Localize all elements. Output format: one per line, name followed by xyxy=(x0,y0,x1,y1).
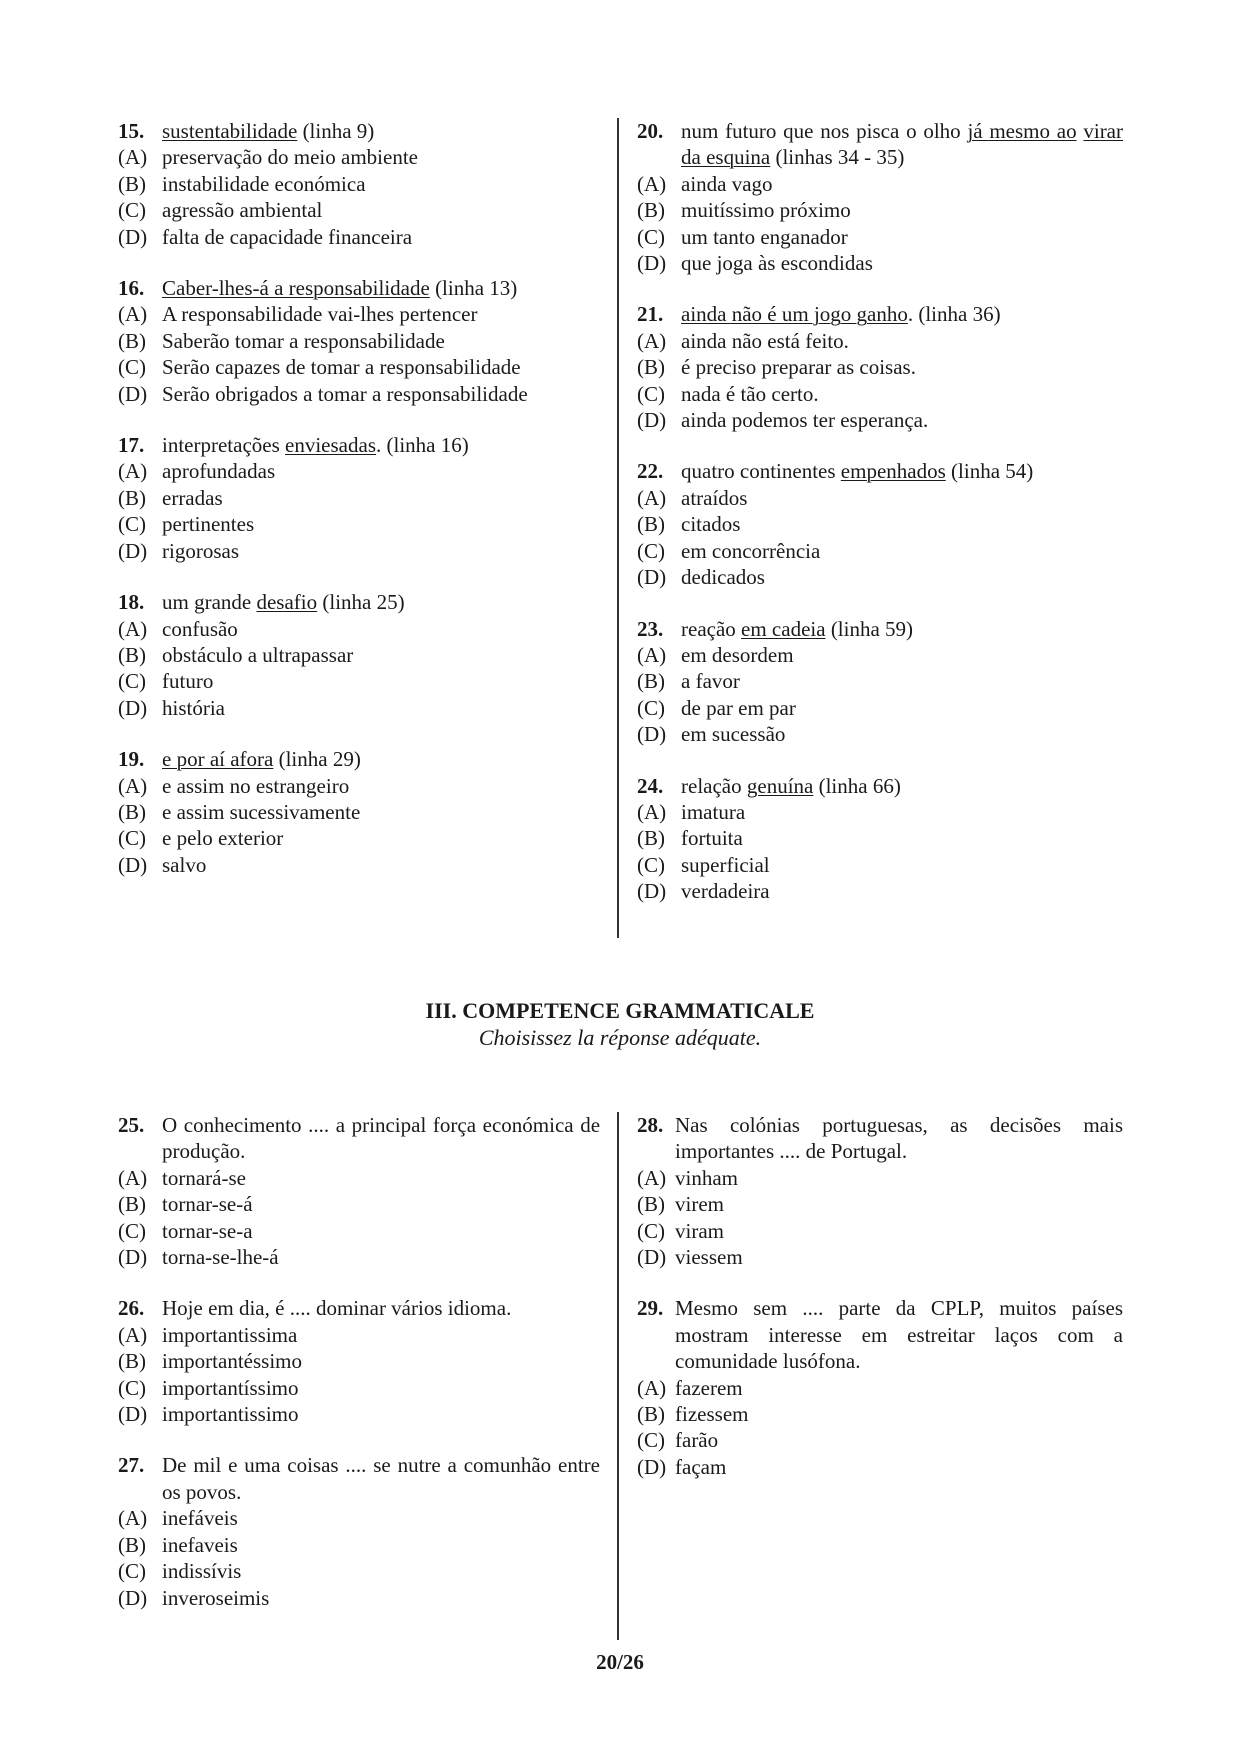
option-letter: (C) xyxy=(118,1218,146,1243)
option-letter: (A) xyxy=(118,1322,148,1347)
option-text: ainda podemos ter esperança. xyxy=(681,408,929,433)
option-letter: (C) xyxy=(637,381,665,406)
answer-option[interactable] xyxy=(118,1532,600,1558)
underlined-term: já mesmo ao xyxy=(967,119,1077,143)
option-letter: (C) xyxy=(118,826,146,851)
prompt-text: (linha 66) xyxy=(813,773,901,798)
answer-option[interactable] xyxy=(637,695,1123,721)
option-letter: (D) xyxy=(118,538,148,563)
prompt-text: (linha 25) xyxy=(317,590,405,615)
grammar-left-column xyxy=(118,1112,600,1611)
answer-option[interactable] xyxy=(637,197,1123,223)
option-text: viram xyxy=(675,1218,724,1243)
answer-option[interactable] xyxy=(118,1165,600,1191)
option-text: preservação do meio ambiente xyxy=(162,145,418,170)
option-letter: (B) xyxy=(118,642,146,667)
option-text: nada é tão certo. xyxy=(681,381,819,406)
option-letter: (D) xyxy=(118,381,148,406)
question-19 xyxy=(118,746,600,878)
option-text: torna-se-lhe-á xyxy=(162,1245,279,1270)
option-text: de par em par xyxy=(681,695,796,720)
question-29 xyxy=(637,1295,1123,1480)
question-prompt xyxy=(162,1295,600,1321)
answer-option[interactable] xyxy=(637,1454,1123,1480)
option-text: obstáculo a ultrapassar xyxy=(162,642,354,667)
option-letter: (D) xyxy=(637,251,667,276)
prompt-text: (linha 13) xyxy=(429,276,518,301)
underlined-term: sustentabilidade xyxy=(162,119,298,143)
option-letter: (B) xyxy=(637,512,665,537)
answer-option[interactable] xyxy=(637,224,1123,250)
answer-option[interactable] xyxy=(118,458,600,484)
answer-option[interactable] xyxy=(637,1218,1123,1244)
option-text: ainda não está feito. xyxy=(681,328,849,353)
answer-option[interactable] xyxy=(118,1244,600,1270)
option-text: muitíssimo próximo xyxy=(681,198,851,223)
option-letter: (B) xyxy=(118,1192,146,1217)
question-prompt xyxy=(675,1112,1123,1165)
option-letter: (B) xyxy=(118,328,146,353)
question-number: 15. xyxy=(118,119,145,143)
option-letter: (D) xyxy=(637,1454,667,1479)
option-letter: (A) xyxy=(118,1506,148,1531)
prompt-text: Hoje em dia, é .... dominar vários idioma. xyxy=(162,1296,512,1321)
question-number: 16. xyxy=(118,276,145,301)
underlined-term: desafio xyxy=(256,590,318,615)
prompt-text: interpretações xyxy=(162,433,286,458)
question-number: 20. xyxy=(637,119,664,143)
answer-option[interactable] xyxy=(637,1427,1123,1453)
option-letter: (D) xyxy=(118,1402,148,1427)
option-text: tornará-se xyxy=(162,1165,246,1190)
question-20 xyxy=(637,118,1123,276)
prompt-text: (linhas 34 - 35) xyxy=(770,145,905,170)
question-number: 17. xyxy=(118,433,145,458)
prompt-text: um grande xyxy=(162,590,257,615)
answer-option[interactable] xyxy=(118,538,600,564)
answer-option[interactable] xyxy=(118,1191,600,1217)
answer-option[interactable] xyxy=(118,511,600,537)
question-25 xyxy=(118,1112,600,1270)
answer-option[interactable] xyxy=(118,852,600,878)
option-text: verdadeira xyxy=(681,879,770,904)
question-23 xyxy=(637,616,1123,748)
question-17 xyxy=(118,432,600,564)
option-letter: (D) xyxy=(118,1585,148,1610)
question-number: 21. xyxy=(637,302,664,327)
answer-option[interactable] xyxy=(637,642,1123,668)
question-28 xyxy=(637,1112,1123,1270)
question-number: 26. xyxy=(118,1296,145,1321)
answer-option[interactable] xyxy=(637,511,1123,537)
option-letter: (C) xyxy=(637,538,665,563)
answer-option[interactable] xyxy=(118,144,600,170)
question-27 xyxy=(118,1452,600,1610)
question-prompt xyxy=(681,301,1123,327)
option-text: imatura xyxy=(681,799,746,824)
option-letter: (B) xyxy=(118,171,146,196)
option-text: inefaveis xyxy=(162,1532,238,1557)
question-prompt xyxy=(681,773,1123,799)
option-letter: (C) xyxy=(118,1559,146,1584)
question-26 xyxy=(118,1295,600,1427)
option-text: Serão obrigados a tomar a responsabilidade xyxy=(162,381,528,406)
option-letter: (D) xyxy=(118,695,148,720)
option-letter: (B) xyxy=(637,826,665,851)
option-text: a favor xyxy=(681,669,740,694)
prompt-text: quatro continentes xyxy=(681,459,841,484)
option-text: um tanto enganador xyxy=(681,224,848,249)
answer-option[interactable] xyxy=(118,328,600,354)
question-number: 25. xyxy=(118,1113,145,1137)
answer-option[interactable] xyxy=(118,616,600,642)
option-text: inveroseimis xyxy=(162,1585,270,1610)
option-text: instabilidade económica xyxy=(162,171,366,196)
option-letter: (D) xyxy=(637,722,667,747)
answer-option[interactable] xyxy=(637,1165,1123,1191)
option-letter: (C) xyxy=(118,1375,146,1400)
answer-option[interactable] xyxy=(118,642,600,668)
option-text: A responsabilidade vai-lhes pertencer xyxy=(162,302,478,327)
answer-option[interactable] xyxy=(637,564,1123,590)
option-text: em sucessão xyxy=(681,722,786,747)
underlined-term: genuína xyxy=(746,773,814,798)
question-number: 18. xyxy=(118,590,145,615)
option-letter: (C) xyxy=(118,198,146,223)
option-text: e assim sucessivamente xyxy=(162,799,361,824)
option-letter: (D) xyxy=(637,408,667,433)
underlined-term: virar da esquina xyxy=(681,119,1124,170)
option-letter: (D) xyxy=(637,879,667,904)
option-text: em concorrência xyxy=(681,538,821,563)
prompt-text: De mil e uma coisas .... se nutre a comunhão xyxy=(162,1453,552,1478)
option-letter: (C) xyxy=(637,1428,665,1453)
option-letter: (A) xyxy=(637,1375,667,1400)
answer-option[interactable] xyxy=(118,354,600,380)
option-text: falta de capacidade financeira xyxy=(162,224,413,249)
prompt-text: . (linha 16) xyxy=(376,433,469,458)
question-prompt xyxy=(162,1452,600,1505)
question-18 xyxy=(118,589,600,721)
option-letter: (B) xyxy=(118,799,146,824)
page-number: 20/26 xyxy=(596,1650,644,1674)
question-number: 23. xyxy=(637,616,664,641)
answer-option[interactable] xyxy=(118,1558,600,1584)
option-letter: (B) xyxy=(637,198,665,223)
question-prompt xyxy=(162,275,600,301)
option-text: tornar-se-a xyxy=(162,1218,253,1243)
option-letter: (D) xyxy=(118,224,148,249)
option-letter: (C) xyxy=(637,224,665,249)
question-number: 28. xyxy=(637,1113,664,1137)
prompt-text: reação xyxy=(681,616,742,641)
answer-option[interactable] xyxy=(118,1322,600,1348)
option-text: importantissima xyxy=(162,1322,298,1347)
answer-option[interactable] xyxy=(118,1401,600,1427)
answer-option[interactable] xyxy=(118,825,600,851)
question-number: 27. xyxy=(118,1453,145,1478)
option-text: inefáveis xyxy=(162,1506,238,1531)
option-text: é preciso preparar as coisas. xyxy=(681,355,916,380)
answer-option[interactable] xyxy=(118,1585,600,1611)
option-text: pertinentes xyxy=(162,512,255,537)
prompt-text: (linha 59) xyxy=(825,616,914,641)
question-prompt xyxy=(681,616,1123,642)
answer-option[interactable] xyxy=(118,1505,600,1531)
section-title: III. COMPETENCE GRAMMATICALE xyxy=(425,998,815,1023)
answer-option[interactable] xyxy=(637,668,1123,694)
question-prompt xyxy=(675,1295,1123,1374)
answer-option[interactable] xyxy=(118,381,600,407)
question-number: 19. xyxy=(118,747,145,772)
option-letter: (A) xyxy=(637,642,667,667)
question-number: 22. xyxy=(637,459,664,484)
prompt-text: . (linha 36) xyxy=(907,302,1001,327)
vocab-right-column xyxy=(637,118,1123,905)
answer-option[interactable] xyxy=(637,354,1123,380)
option-letter: (B) xyxy=(637,355,665,380)
option-text: indissívis xyxy=(162,1559,242,1584)
column-divider-top xyxy=(617,118,619,938)
option-text: superficial xyxy=(681,852,770,877)
section-heading xyxy=(0,997,1240,1051)
prompt-text: importantes .... de Portugal. xyxy=(675,1139,908,1164)
section-instruction: Choisissez la réponse adéquate. xyxy=(478,1025,762,1050)
answer-option[interactable] xyxy=(637,407,1123,433)
answer-option[interactable] xyxy=(637,328,1123,354)
question-24 xyxy=(637,773,1123,905)
prompt-text: (linha 9) xyxy=(297,119,375,143)
option-text: viessem xyxy=(675,1245,743,1270)
answer-option[interactable] xyxy=(637,852,1123,878)
option-letter: (A) xyxy=(637,1165,667,1190)
answer-option[interactable] xyxy=(118,485,600,511)
option-text: virem xyxy=(675,1192,724,1217)
option-letter: (A) xyxy=(637,328,667,353)
prompt-text: Nas colónias portuguesas, as decisões mais xyxy=(675,1113,1123,1137)
option-text: importantéssimo xyxy=(162,1349,302,1374)
option-text: salvo xyxy=(162,852,207,877)
question-15 xyxy=(118,118,600,250)
option-text: aprofundadas xyxy=(162,459,276,484)
option-text: história xyxy=(162,695,225,720)
option-letter: (C) xyxy=(637,695,665,720)
option-letter: (D) xyxy=(637,565,667,590)
option-letter: (A) xyxy=(118,616,148,641)
option-letter: (D) xyxy=(118,1245,148,1270)
option-letter: (B) xyxy=(637,1192,665,1217)
answer-option[interactable] xyxy=(637,1401,1123,1427)
answer-option[interactable] xyxy=(118,1218,600,1244)
answer-option[interactable] xyxy=(118,773,600,799)
prompt-text: (linha 54) xyxy=(945,459,1034,484)
answer-option[interactable] xyxy=(118,301,600,327)
answer-option[interactable] xyxy=(118,197,600,223)
answer-option[interactable] xyxy=(637,1375,1123,1401)
option-text: e assim no estrangeiro xyxy=(162,773,350,798)
grammar-right-column xyxy=(637,1112,1123,1480)
option-letter: (B) xyxy=(118,1532,146,1557)
option-letter: (B) xyxy=(118,485,146,510)
answer-option[interactable] xyxy=(637,250,1123,276)
option-text: que joga às escondidas xyxy=(681,251,873,276)
option-text: Saberão tomar a responsabilidade xyxy=(162,328,445,353)
answer-option[interactable] xyxy=(118,224,600,250)
answer-option[interactable] xyxy=(637,721,1123,747)
option-text: ainda vago xyxy=(681,171,773,196)
vocab-left-column xyxy=(118,118,600,878)
underlined-term: em cadeia xyxy=(741,616,826,641)
underlined-term: ainda não é um jogo ganho xyxy=(681,302,908,327)
option-letter: (A) xyxy=(637,171,667,196)
column-divider-bottom xyxy=(617,1112,619,1640)
option-letter: (C) xyxy=(118,669,146,694)
option-letter: (A) xyxy=(637,485,667,510)
option-text: em desordem xyxy=(681,642,794,667)
answer-option[interactable] xyxy=(118,695,600,721)
question-prompt xyxy=(162,118,600,144)
prompt-text: económica de produção. xyxy=(162,1113,601,1164)
option-text: citados xyxy=(681,512,741,537)
option-letter: (B) xyxy=(637,669,665,694)
option-text: futuro xyxy=(162,669,214,694)
prompt-text: (linha 29) xyxy=(273,747,361,772)
prompt-text: relação xyxy=(681,773,747,798)
option-letter: (C) xyxy=(637,1218,665,1243)
prompt-text: Mesmo sem .... parte da CPLP, muitos países xyxy=(675,1296,1123,1321)
option-letter: (C) xyxy=(118,355,146,380)
option-text: vinham xyxy=(675,1165,738,1190)
prompt-text: mostram interesse em estreitar laços com a xyxy=(675,1322,1123,1347)
option-text: atraídos xyxy=(681,485,748,510)
question-prompt xyxy=(162,1112,600,1165)
underlined-term: empenhados xyxy=(840,459,946,484)
answer-option[interactable] xyxy=(637,485,1123,511)
answer-option[interactable] xyxy=(637,1191,1123,1217)
prompt-text: entre os povos. xyxy=(162,1453,600,1504)
option-letter: (A) xyxy=(637,799,667,824)
option-text: e pelo exterior xyxy=(162,826,284,851)
question-prompt xyxy=(681,458,1123,484)
question-number: 29. xyxy=(637,1296,664,1321)
option-letter: (A) xyxy=(118,1165,148,1190)
question-number: 24. xyxy=(637,773,664,798)
question-21 xyxy=(637,301,1123,433)
option-text: confusão xyxy=(162,616,238,641)
option-letter: (C) xyxy=(118,512,146,537)
option-text: fortuita xyxy=(681,826,743,851)
option-text: farão xyxy=(675,1428,719,1453)
option-text: erradas xyxy=(162,485,223,510)
question-prompt xyxy=(681,118,1123,171)
underlined-term: Caber-lhes-á a responsabilidade xyxy=(162,276,430,301)
answer-option[interactable] xyxy=(637,799,1123,825)
option-text: importantíssimo xyxy=(162,1375,299,1400)
option-letter: (A) xyxy=(118,459,148,484)
option-text: agressão ambiental xyxy=(162,198,323,223)
option-letter: (C) xyxy=(637,852,665,877)
answer-option[interactable] xyxy=(637,381,1123,407)
answer-option[interactable] xyxy=(637,171,1123,197)
question-prompt xyxy=(162,589,600,615)
answer-option[interactable] xyxy=(637,538,1123,564)
underlined-term: enviesadas xyxy=(285,433,376,458)
answer-option[interactable] xyxy=(637,1244,1123,1270)
option-text: façam xyxy=(675,1454,727,1479)
option-letter: (A) xyxy=(118,145,148,170)
option-letter: (A) xyxy=(118,302,148,327)
option-text: Serão capazes de tomar a responsabilidade xyxy=(162,355,521,380)
option-text: rigorosas xyxy=(162,538,239,563)
prompt-text: O conhecimento .... a principal força xyxy=(162,1113,477,1137)
answer-option[interactable] xyxy=(118,668,600,694)
question-prompt xyxy=(162,746,600,772)
option-letter: (D) xyxy=(637,1245,667,1270)
option-letter: (B) xyxy=(118,1349,146,1374)
question-22 xyxy=(637,458,1123,590)
option-text: dedicados xyxy=(681,565,765,590)
option-text: importantissimo xyxy=(162,1402,299,1427)
underlined-term: e por aí afora xyxy=(162,747,274,772)
answer-option[interactable] xyxy=(118,1348,600,1374)
option-text: fazerem xyxy=(675,1375,743,1400)
answer-option[interactable] xyxy=(118,1375,600,1401)
answer-option[interactable] xyxy=(637,825,1123,851)
answer-option[interactable] xyxy=(118,799,600,825)
question-16 xyxy=(118,275,600,407)
option-letter: (A) xyxy=(118,773,148,798)
option-letter: (B) xyxy=(637,1402,665,1427)
option-text: tornar-se-á xyxy=(162,1192,253,1217)
question-prompt xyxy=(162,432,600,458)
prompt-text: comunidade lusófona. xyxy=(675,1349,861,1374)
answer-option[interactable] xyxy=(118,171,600,197)
option-letter: (D) xyxy=(118,852,148,877)
option-text: fizessem xyxy=(675,1402,749,1427)
answer-option[interactable] xyxy=(637,878,1123,904)
prompt-text: num futuro que nos pisca o olho xyxy=(681,119,968,143)
